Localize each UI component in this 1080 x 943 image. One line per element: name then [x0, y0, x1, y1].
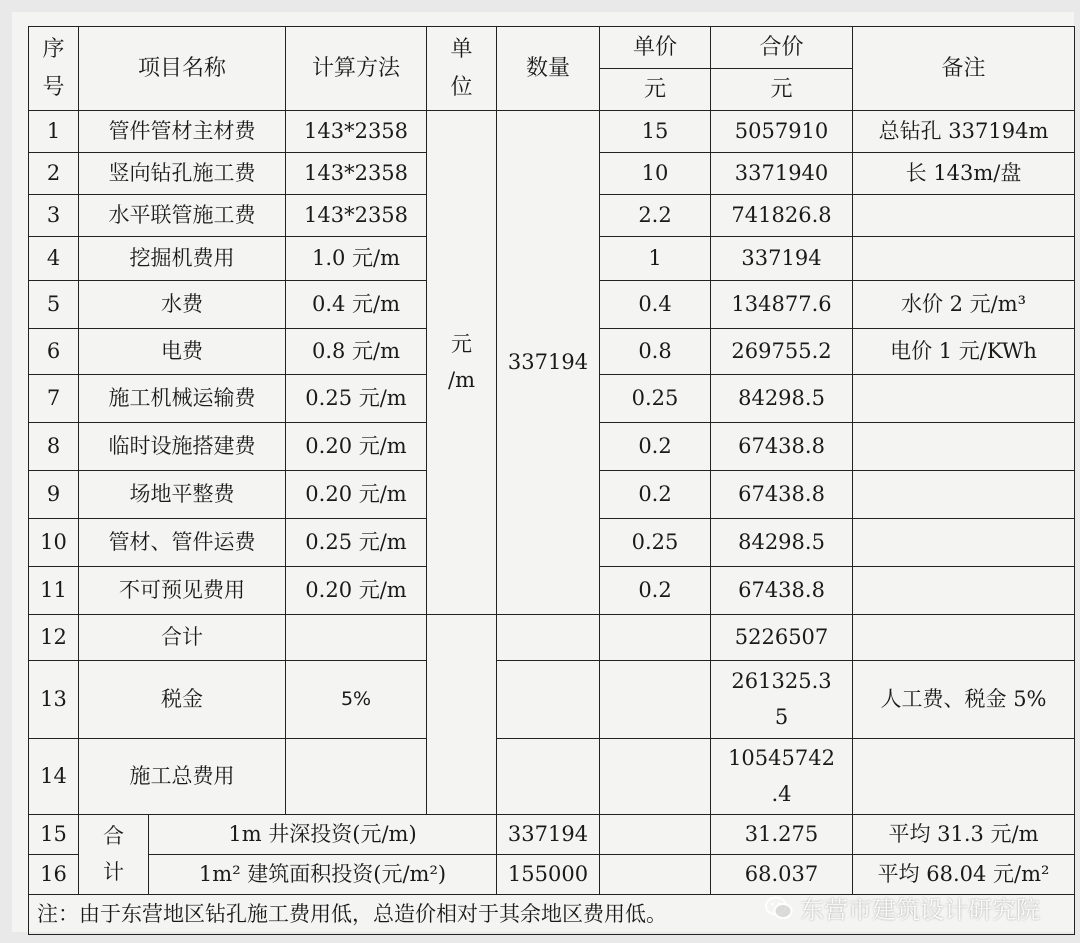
- cell-name: 场地平整费: [79, 471, 286, 519]
- header-unit-top: 单: [450, 37, 473, 63]
- cell-price: 0.2: [600, 423, 711, 471]
- cell-note: [853, 519, 1075, 567]
- cell-seq: 14: [29, 739, 79, 815]
- cell-seq: 7: [29, 375, 79, 423]
- cell-total: 31.275: [711, 815, 853, 855]
- cell-note: 总钻孔 337194m: [853, 111, 1075, 153]
- header-note: 备注: [853, 27, 1075, 111]
- cell-name: 施工总费用: [79, 739, 286, 815]
- header-price-unit: 元: [600, 69, 711, 111]
- cell-method: 143*2358: [286, 195, 427, 237]
- header-name: 项目名称: [79, 27, 286, 111]
- header-unit: [427, 27, 497, 111]
- cell-total: [711, 661, 853, 739]
- table-row-per-meter: [29, 815, 1075, 855]
- cell-name: 水平联管施工费: [79, 195, 286, 237]
- cell-note: 平均 31.3 元/m: [853, 815, 1075, 855]
- header-qty: 数量: [497, 27, 600, 111]
- cell-total: 5226507: [711, 615, 853, 661]
- header-method: 计算方法: [286, 27, 427, 111]
- header-total-top: 合价: [711, 27, 853, 69]
- cell-name: 1m² 建筑面积投资(元/m²): [149, 855, 497, 895]
- total-line-1: 261325.3: [731, 668, 832, 693]
- cell-total: 67438.8: [711, 423, 853, 471]
- unit-top: 元: [451, 331, 473, 356]
- cell-seq: 9: [29, 471, 79, 519]
- cell-total: [711, 739, 853, 815]
- cell-price: 10: [600, 153, 711, 195]
- cell-total: 741826.8: [711, 195, 853, 237]
- cell-seq: 4: [29, 237, 79, 281]
- cell-total: 3371940: [711, 153, 853, 195]
- cell-note: 电价 1 元/KWh: [853, 329, 1075, 375]
- cell-price: 0.25: [600, 519, 711, 567]
- cell-price: [600, 615, 711, 661]
- cell-price: [600, 815, 711, 855]
- cell-note: 人工费、税金 5%: [853, 661, 1075, 739]
- cell-method: 143*2358: [286, 153, 427, 195]
- cell-qty: [497, 661, 600, 739]
- cell-qty: [497, 739, 600, 815]
- total-line-1: 10545742: [728, 745, 835, 770]
- cell-note: [853, 237, 1075, 281]
- cell-note: [853, 195, 1075, 237]
- table-row: [29, 111, 1075, 153]
- cell-name: 税金: [79, 661, 286, 739]
- cell-note: [853, 615, 1075, 661]
- cell-method: [286, 739, 427, 815]
- cell-unit-empty: [427, 615, 497, 815]
- group-label-bottom: 计: [103, 859, 124, 884]
- header-seq: [29, 27, 79, 111]
- cell-seq: 3: [29, 195, 79, 237]
- cell-method: 0.4 元/m: [286, 281, 427, 329]
- cell-method: 0.8 元/m: [286, 329, 427, 375]
- cell-seq: 16: [29, 855, 79, 895]
- cell-seq: 11: [29, 567, 79, 615]
- cell-total: 5057910: [711, 111, 853, 153]
- cell-note: 平均 68.04 元/m²: [853, 855, 1075, 895]
- cell-total: 67438.8: [711, 471, 853, 519]
- cell-price: [600, 739, 711, 815]
- cell-name: 合计: [79, 615, 286, 661]
- total-line-2: 5: [774, 704, 789, 729]
- cell-name: 挖掘机费用: [79, 237, 286, 281]
- table-row-per-area: [29, 855, 1075, 895]
- watermark-text: 东营市建筑设计研究院: [800, 896, 1040, 924]
- cell-seq: 12: [29, 615, 79, 661]
- cell-price: 0.2: [600, 567, 711, 615]
- cell-method: 1.0 元/m: [286, 237, 427, 281]
- header-row-top: [29, 27, 1075, 69]
- wechat-icon: [764, 895, 794, 921]
- cell-price: 0.2: [600, 471, 711, 519]
- cell-qty: [497, 615, 600, 661]
- total-line-2: .4: [771, 781, 792, 806]
- document-sheet: [12, 12, 1074, 932]
- cell-note: [853, 567, 1075, 615]
- cell-seq: 5: [29, 281, 79, 329]
- cell-method: 143*2358: [286, 111, 427, 153]
- cell-note: [853, 375, 1075, 423]
- cost-table: [28, 26, 1075, 935]
- cell-method: [286, 615, 427, 661]
- cell-price: [600, 855, 711, 895]
- cell-total: 68.037: [711, 855, 853, 895]
- cell-name: 管件管材主材费: [79, 111, 286, 153]
- cell-note: [853, 471, 1075, 519]
- cell-method: 0.25 元/m: [286, 375, 427, 423]
- cell-total: 84298.5: [711, 519, 853, 567]
- cell-total: 67438.8: [711, 567, 853, 615]
- header-seq-top: 序: [42, 37, 65, 63]
- cell-qty: 155000: [497, 855, 600, 895]
- cell-price: 0.4: [600, 281, 711, 329]
- cell-seq: 10: [29, 519, 79, 567]
- header-seq-bottom: 号: [42, 74, 65, 100]
- cell-group-label: [79, 815, 149, 895]
- cell-method: 0.20 元/m: [286, 471, 427, 519]
- cell-name: 不可预见费用: [79, 567, 286, 615]
- cell-total: 134877.6: [711, 281, 853, 329]
- cell-total: 269755.2: [711, 329, 853, 375]
- cell-name: 临时设施搭建费: [79, 423, 286, 471]
- cell-name: 水费: [79, 281, 286, 329]
- cell-note: [853, 423, 1075, 471]
- cell-price: [600, 661, 711, 739]
- header-unit-bottom: 位: [450, 74, 473, 100]
- cell-note: [853, 739, 1075, 815]
- cell-method: 0.20 元/m: [286, 567, 427, 615]
- cell-price: 2.2: [600, 195, 711, 237]
- footnote: 注：由于东营地区钻孔施工费用低，总造价相对于其余地区费用低。: [29, 895, 1075, 935]
- cell-seq: 15: [29, 815, 79, 855]
- header-price-top: 单价: [600, 27, 711, 69]
- cell-qty-shared: 337194: [497, 111, 600, 615]
- cell-seq: 1: [29, 111, 79, 153]
- cell-name: 1m 井深投资(元/m): [149, 815, 497, 855]
- group-label-top: 合: [103, 823, 124, 848]
- table-row-subtotal: [29, 615, 1075, 661]
- cell-method: 0.20 元/m: [286, 423, 427, 471]
- cell-unit-shared: [427, 111, 497, 615]
- cell-price: 1: [600, 237, 711, 281]
- cell-price: 0.25: [600, 375, 711, 423]
- cell-price: 15: [600, 111, 711, 153]
- table-row-tax: [29, 661, 1075, 739]
- cell-total: 337194: [711, 237, 853, 281]
- cell-method: 5%: [286, 661, 427, 739]
- cell-method: 0.25 元/m: [286, 519, 427, 567]
- cell-price: 0.8: [600, 329, 711, 375]
- cell-name: 竖向钻孔施工费: [79, 153, 286, 195]
- cell-name: 电费: [79, 329, 286, 375]
- cell-note: 长 143m/盘: [853, 153, 1075, 195]
- cell-total: 84298.5: [711, 375, 853, 423]
- cell-name: 管材、管件运费: [79, 519, 286, 567]
- header-total-unit: 元: [711, 69, 853, 111]
- cell-seq: 6: [29, 329, 79, 375]
- cell-note: 水价 2 元/m³: [853, 281, 1075, 329]
- table-row-grand-total: [29, 739, 1075, 815]
- watermark: [764, 890, 1040, 925]
- cell-seq: 8: [29, 423, 79, 471]
- cell-seq: 13: [29, 661, 79, 739]
- cell-qty: 337194: [497, 815, 600, 855]
- cell-name: 施工机械运输费: [79, 375, 286, 423]
- cell-seq: 2: [29, 153, 79, 195]
- unit-bottom: /m: [448, 367, 476, 392]
